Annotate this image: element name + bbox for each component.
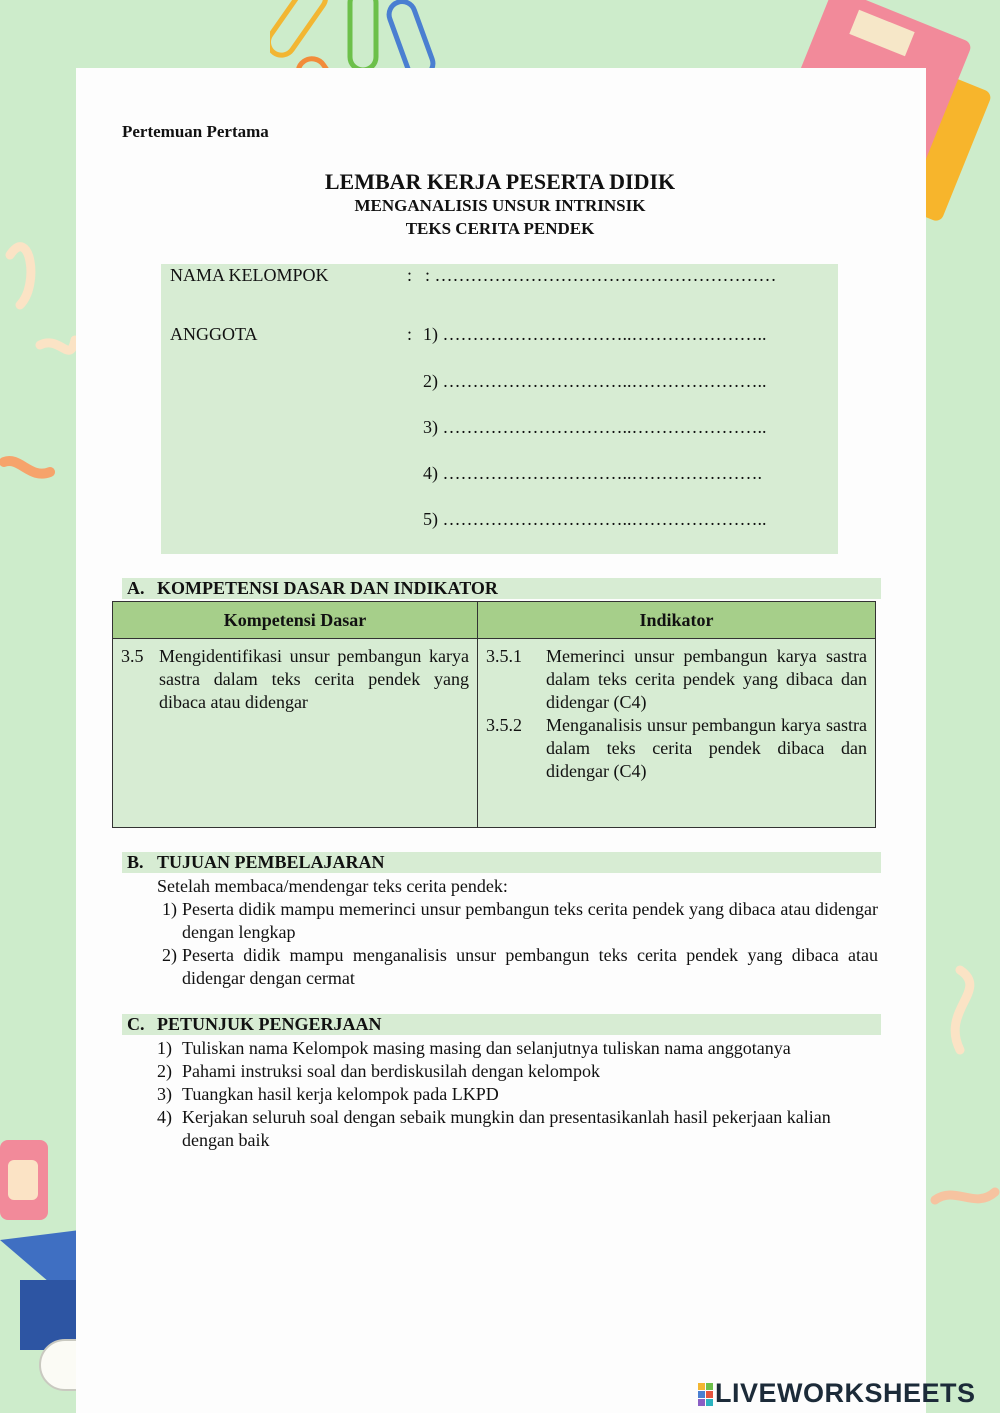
instruction-number-2: 2) bbox=[157, 1061, 172, 1081]
section-b-letter: B. bbox=[127, 852, 144, 872]
member-field-4[interactable]: 4) …………………………..…………………. bbox=[423, 463, 762, 483]
liveworksheets-wordmark: LIVEWORKSHEETS bbox=[715, 1378, 976, 1408]
members-label: ANGGOTA bbox=[170, 324, 258, 344]
list-item bbox=[157, 1106, 863, 1152]
section-a-title: KOMPETENSI DASAR DAN INDIKATOR bbox=[157, 578, 498, 598]
member-field-3[interactable]: 3) …………………………..………………….. bbox=[423, 417, 767, 437]
list-item bbox=[157, 1060, 863, 1083]
section-a-heading bbox=[122, 578, 881, 599]
liveworksheets-mark-icon bbox=[698, 1383, 713, 1406]
indicator-number-2: 3.5.2 bbox=[486, 715, 522, 735]
objective-number-1: 1) bbox=[162, 899, 177, 919]
instruction-text-3: Tuangkan hasil kerja kelompok pada LKPD bbox=[182, 1084, 499, 1104]
instruction-number-3: 3) bbox=[157, 1084, 172, 1104]
list-item bbox=[162, 944, 878, 990]
objective-number-2: 2) bbox=[162, 945, 177, 965]
list-item bbox=[157, 1083, 863, 1106]
worksheet-subtitle-1: MENGANALISIS UNSUR INTRINSIK bbox=[354, 196, 646, 215]
kd-cell bbox=[113, 639, 478, 828]
worksheet-subtitle-2: TEKS CERITA PENDEK bbox=[405, 219, 595, 238]
group-identity-box bbox=[161, 264, 838, 554]
squiggle-left-top bbox=[0, 225, 80, 375]
indicator-number-1: 3.5.1 bbox=[486, 646, 522, 666]
indicator-cell bbox=[478, 639, 876, 828]
section-a-letter: A. bbox=[127, 578, 145, 598]
member-field-2[interactable]: 2) …………………………..………………….. bbox=[423, 371, 767, 391]
objectives-list bbox=[162, 898, 878, 990]
section-b-title: TUJUAN PEMBELAJARAN bbox=[157, 852, 385, 872]
column-header-kd: Kompetensi Dasar bbox=[113, 602, 478, 639]
group-name-colon: : bbox=[407, 265, 413, 285]
liveworksheets-logo bbox=[698, 1378, 976, 1409]
section-c-letter: C. bbox=[127, 1014, 145, 1034]
member-field-5[interactable]: 5) …………………………..………………….. bbox=[423, 509, 767, 529]
indicator-text-1: Memerinci unsur pembangun karya sastra dalam teks cerita pendek yang dibaca dan didengar (C4) bbox=[546, 646, 867, 712]
instructions-list bbox=[157, 1037, 863, 1152]
objective-text-1: Peserta didik mampu memerinci unsur pembangun teks cerita pendek yang dibaca atau didengar dengan lengkap bbox=[182, 899, 878, 942]
group-name-field[interactable]: : ………………………………………………… bbox=[425, 265, 777, 285]
list-item bbox=[157, 1037, 863, 1060]
members-colon: : bbox=[407, 324, 413, 344]
objective-text-2: Peserta didik mampu menganalisis unsur pembangun teks cerita pendek yang dibaca atau didengar dengan cermat bbox=[182, 945, 878, 988]
indicator-text-2: Menganalisis unsur pembangun karya sastra dalam teks cerita pendek dibaca dan didengar (C4) bbox=[546, 715, 867, 781]
squiggle-left-mid bbox=[0, 450, 60, 490]
instruction-number-4: 4) bbox=[157, 1107, 172, 1127]
section-c-title: PETUNJUK PENGERJAAN bbox=[157, 1014, 382, 1034]
member-field-1[interactable]: 1) …………………………..………………….. bbox=[423, 324, 767, 344]
column-header-indicator: Indikator bbox=[478, 602, 876, 639]
kd-text: Mengidentifikasi unsur pembangun karya sastra dalam teks cerita pendek yang dibaca atau didengar bbox=[159, 646, 469, 712]
list-item bbox=[162, 898, 878, 944]
meeting-label: Pertemuan Pertama bbox=[122, 122, 269, 141]
section-c-heading bbox=[122, 1014, 881, 1035]
instruction-text-1: Tuliskan nama Kelompok masing masing dan selanjutnya tuliskan nama anggotanya bbox=[182, 1038, 791, 1058]
section-b-heading bbox=[122, 852, 881, 873]
kd-number: 3.5 bbox=[121, 646, 144, 666]
instruction-text-4: Kerjakan seluruh soal dengan sebaik mungkin dan presentasikanlah hasil pekerjaan kalian dengan baik bbox=[182, 1107, 831, 1150]
group-name-label: NAMA KELOMPOK bbox=[170, 265, 329, 285]
instruction-text-2: Pahami instruksi soal dan berdiskusilah dengan kelompok bbox=[182, 1061, 600, 1081]
worksheet-title: LEMBAR KERJA PESERTA DIDIK bbox=[324, 169, 676, 194]
competency-table bbox=[112, 601, 876, 828]
squiggle-right bbox=[930, 960, 1000, 1220]
section-b-intro: Setelah membaca/mendengar teks cerita pendek: bbox=[157, 876, 508, 896]
instruction-number-1: 1) bbox=[157, 1038, 172, 1058]
